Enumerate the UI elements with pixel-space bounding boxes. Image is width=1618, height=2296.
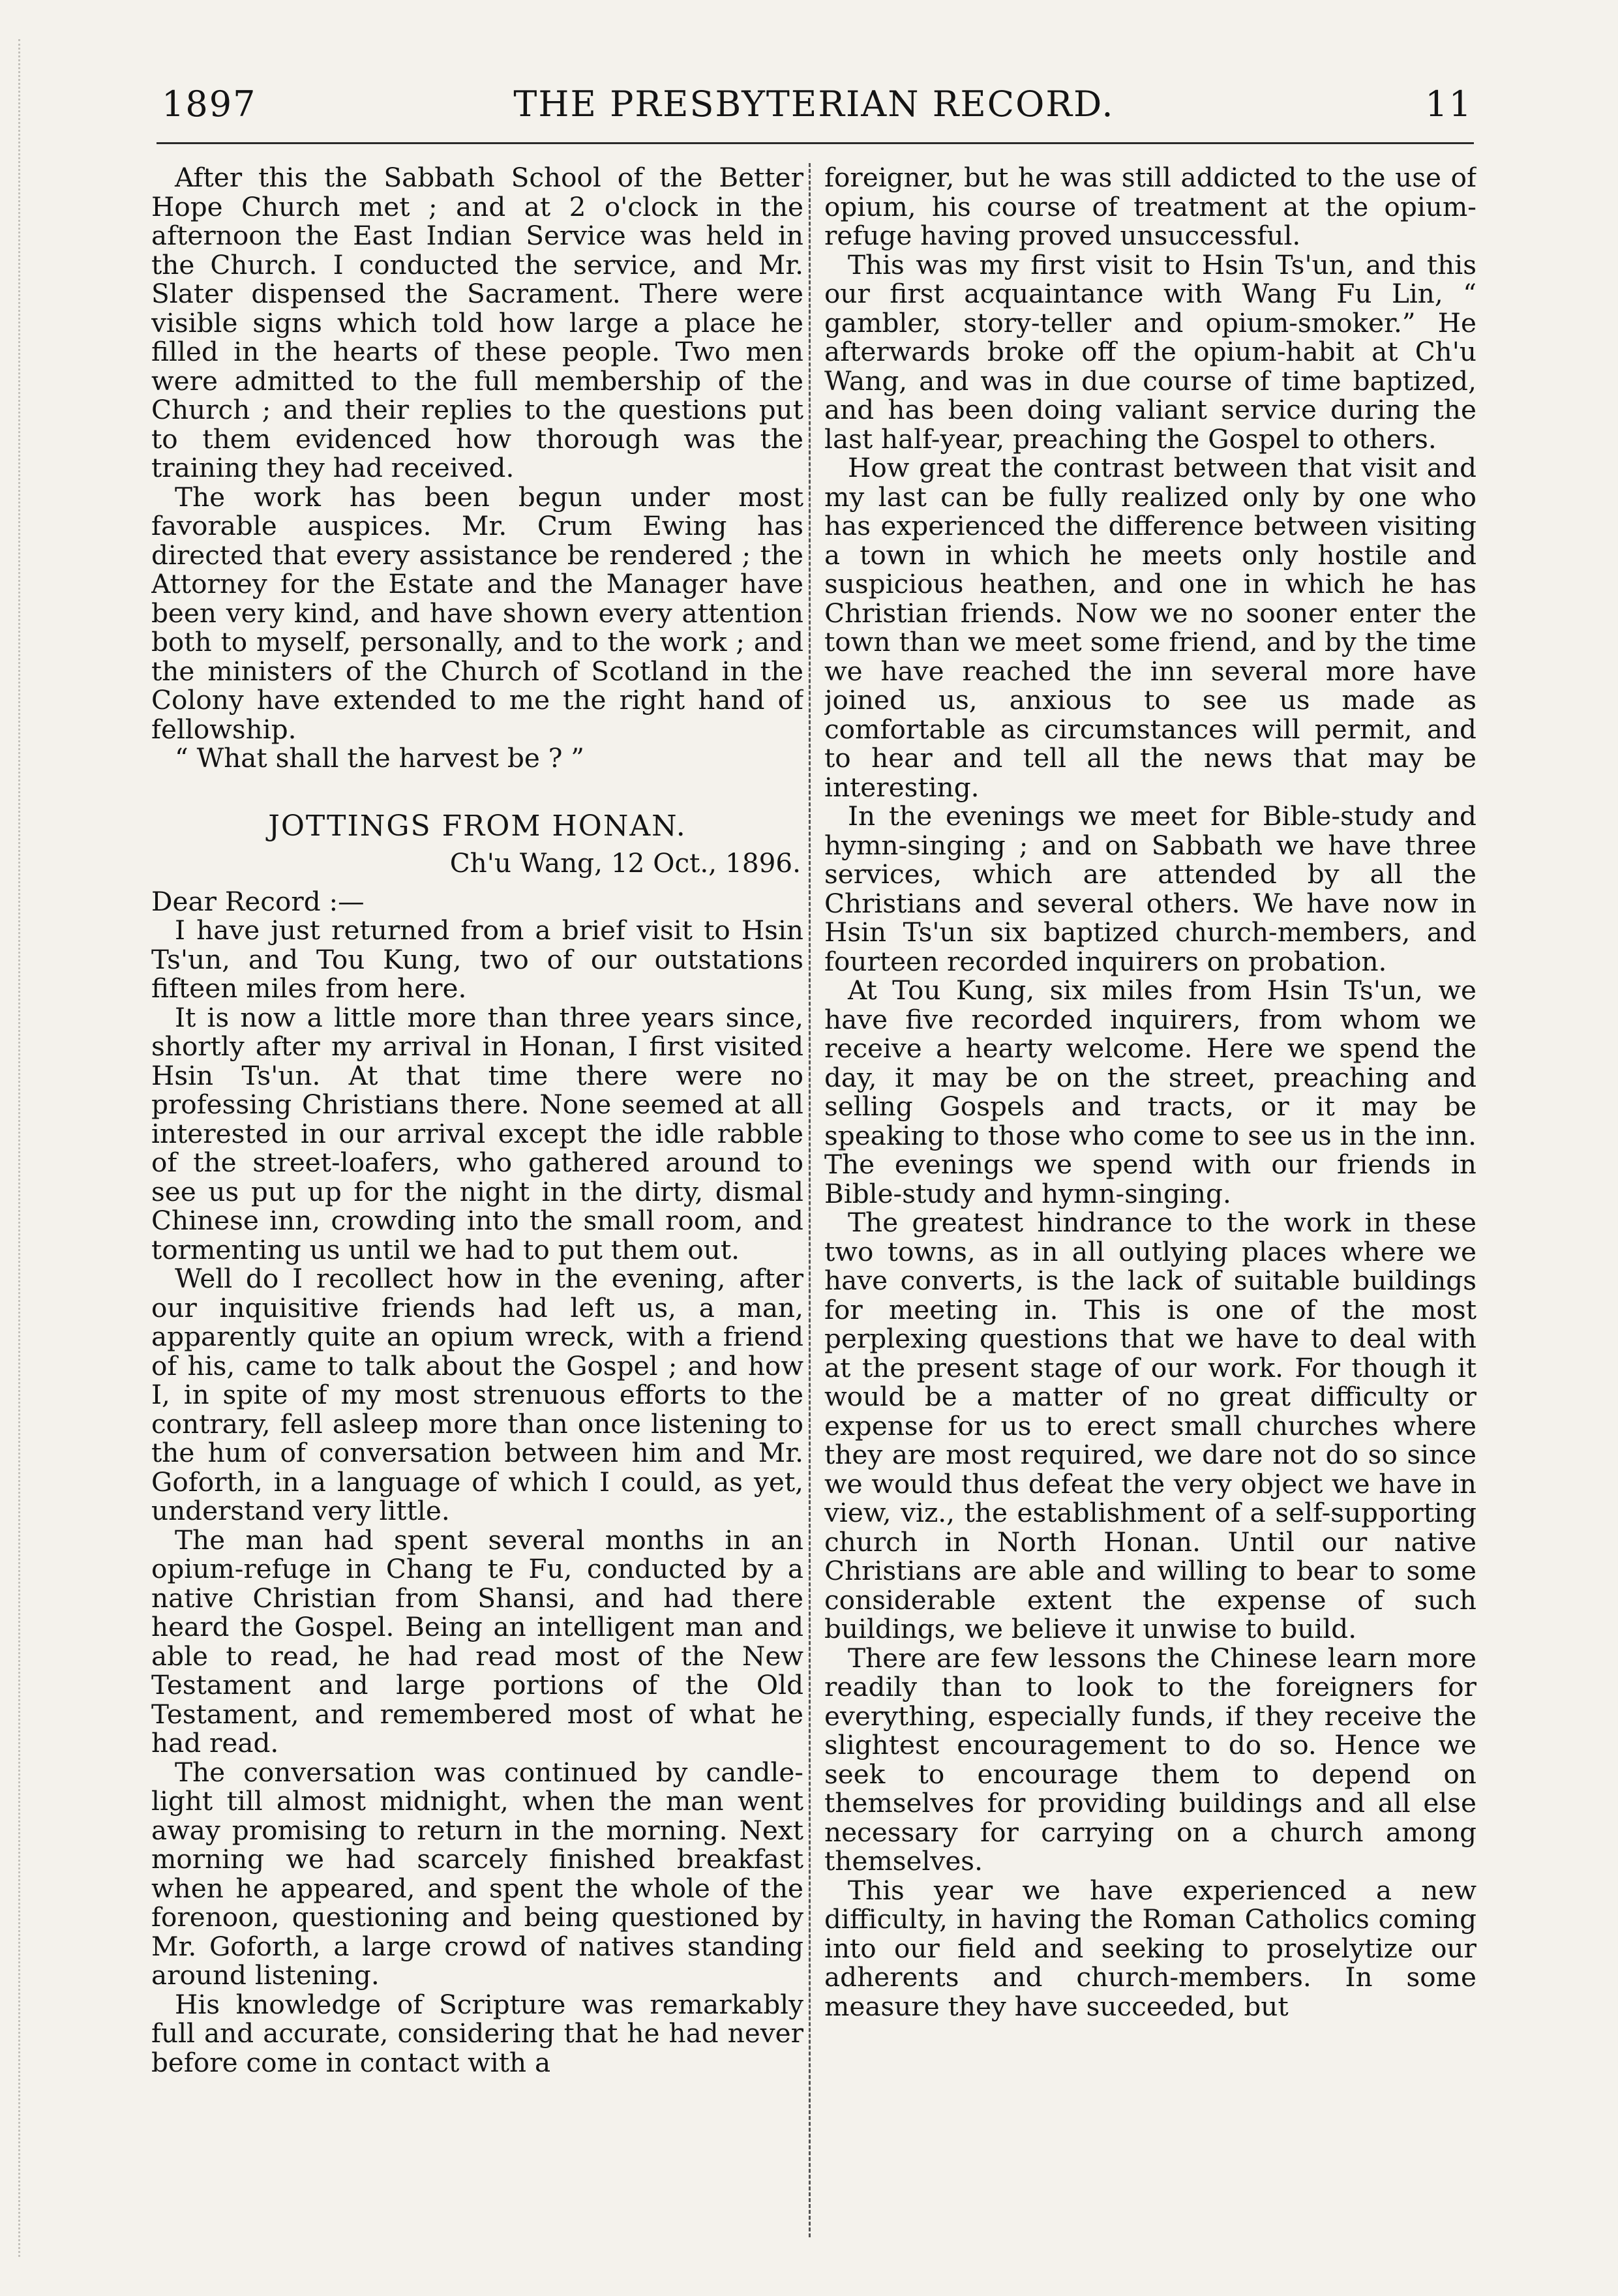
header-rule	[157, 142, 1474, 144]
paragraph: In the evenings we meet for Bible-study and hymn-singing ; and on Sabbath we have three services, which are attended by all the Christians and several others. We have now in Hsin Ts'un six baptized church-members, and fourteen recorded inquirers on probation.	[824, 800, 1476, 977]
column-divider	[809, 163, 811, 2237]
paragraph: It is now a little more than three years since, shortly after my arrival in Honan, I first visited Hsin Ts'un. At that time there were no professing Christians there. None seemed at all interested in our arrival except the idle rabble of the street-loafers, who gathered around to see us put up for the night in the dirty, dismal Chinese inn, crowding into the small room, and tormenting us until we had to put them out.	[151, 1001, 803, 1265]
paragraph: The man had spent several months in an opium-refuge in Chang te Fu, conducted by a native Christian from Shansi, and had there heard the Gospel. Being an intelligent man and able to read, he had read most of the New Testament and large portions of the Old Testament, and remembered most of what he had read.	[151, 1524, 803, 1759]
left-column	[151, 163, 803, 2237]
paragraph: I have just returned from a brief visit to Hsin Ts'un, and Tou Kung, two of our outstations fifteen miles from here.	[151, 914, 803, 1004]
paragraph: There are few lessons the Chinese learn more readily than to look to the foreigners for everything, especially funds, if they receive the slightest encouragement to do so. Hence we seek to encourage them to depend on themselves for providing buildings and all else necessary for carrying on a church among themselves.	[824, 1642, 1476, 1877]
paragraph: The conversation was continued by candle-light till almost midnight, when the man went away promising to return in the morning. Next morning we had scarcely finished breakfast when he appeared, and spent the whole of the forenoon, questioning and being questioned by Mr. Goforth, a large crowd of natives standing around listening.	[151, 1756, 803, 1991]
header-year: 1897	[162, 83, 257, 125]
paragraph: The greatest hindrance to the work in these two towns, as in all outlying places where we have converts, is the lack of suitable buildings for meeting in. This is one of the most perplexing questions that we have to deal with at the present stage of our work. For though it would be a matter of no great difficulty or expense for us to erect small churches where they are most required, we dare not do so since we would thus defeat the very object we have in view, viz., the establishment of a self-supporting church in North Honan. Until our native Christians are able and willing to bear to some considerable extent the expense of such buildings, we believe it unwise to build.	[824, 1207, 1476, 1644]
paragraph: foreigner, but he was still addicted to the use of opium, his course of treatment at the opium-refuge having proved unsuccessful.	[824, 163, 1476, 251]
page-header	[149, 83, 1479, 142]
paragraph: This was my first visit to Hsin Ts'un, and this our first acquaintance with Wang Fu Lin, “ gambler, story-teller and opium-smoker.” He afterwards broke off the opium-habit at Ch'u Wang, and was in due course of time baptized, and has been doing valiant service during the last half-year, preaching the Gospel to others.	[824, 249, 1476, 455]
right-column	[824, 163, 1476, 2237]
paragraph: His knowledge of Scripture was remarkably full and accurate, considering that he had never before come in contact with a	[151, 1988, 803, 2078]
page-number: 11	[1425, 83, 1473, 125]
publication-title: THE PRESBYTERIAN RECORD.	[513, 83, 1115, 125]
dateline: Ch'u Wang, 12 Oct., 1896.	[449, 847, 801, 879]
paragraph: How great the contrast between that visit and my last can be fully realized only by one who has experienced the difference between visiting a town in which he meets only hostile and suspicious heathen, and one in which he has Christian friends. Now we no sooner enter the town than we meet some friend, and by the time we have reached the inn several more have joined us, anxious to see us made as comfortable as circumstances will permit, and to hear and tell all the news that may be interesting.	[824, 452, 1476, 803]
paragraph: Well do I recollect how in the evening, after our inquisitive friends had left us, a man, apparently quite an opium wreck, with a friend of his, came to talk about the Gospel ; and how I, in spite of my most strenuous efforts to the contrary, fell asleep more than once listening to the hum of conversation between him and Mr. Goforth, in a language of which I could, as yet, understand very little.	[151, 1263, 803, 1526]
scan-margin-noise	[18, 39, 92, 2257]
paragraph: At Tou Kung, six miles from Hsin Ts'un, we have five recorded inquirers, from whom we receive a hearty welcome. Here we spend the day, it may be on the street, preaching and selling Gospels and tracts, or it may be speaking to those who come to see us in the inn. The evenings we spend with our friends in Bible-study and hymn-singing.	[824, 974, 1476, 1209]
paragraph: After this the Sabbath School of the Better Hope Church met ; and at 2 o'clock in the afternoon the East Indian Service was held in the Church. I conducted the service, and Mr. Slater dispensed the Sacrament. There were visible signs which told how large a place he filled in the hearts of these people. Two men were admitted to the full membership of the Church ; and their replies to the questions put to them evidenced how thorough was the training they had received.	[151, 163, 803, 483]
closing-quote: “ What shall the harvest be ? ”	[175, 742, 585, 774]
paragraph: The work has been begun under most favorable auspices. Mr. Crum Ewing has directed that every assistance be rendered ; the Attorney for the Estate and the Manager have been very kind, and have shown every attention both to myself, personally, and to the work ; and the ministers of the Church of Scotland in the Colony have extended to me the right hand of fellowship.	[151, 481, 803, 745]
paragraph: This year we have experienced a new difficulty, in having the Roman Catholics coming into our field and seeking to proselytize our adherents and church-members. In some measure they have succeeded, but	[824, 1874, 1476, 2022]
salutation: Dear Record :—	[151, 885, 365, 917]
section-heading: JOTTINGS FROM HONAN.	[268, 809, 687, 843]
